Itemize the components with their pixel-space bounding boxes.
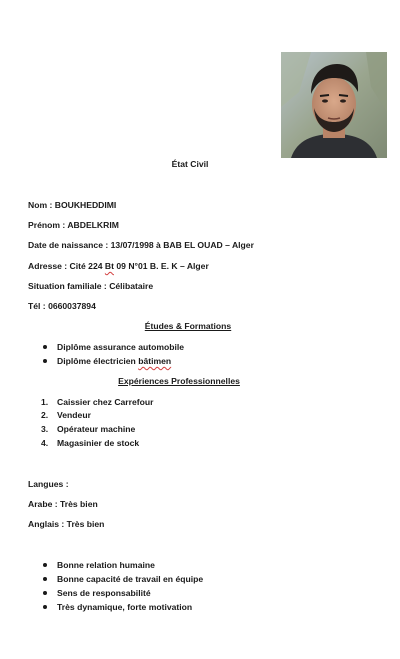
langue-arabe: Arabe : Très bien [28, 499, 98, 509]
section-title-etat-civil: État Civil [171, 159, 209, 169]
etudes-item-1: Diplôme assurance automobile [57, 342, 185, 352]
bullet-icon [43, 605, 47, 609]
prenom-label: Prénom : [28, 220, 68, 230]
qualite-item-3: Sens de responsabilité [57, 588, 151, 598]
experience-num-3: 3. [41, 424, 49, 434]
tel-value: 0660037894 [48, 301, 96, 311]
experience-item-3: Opérateur machine [57, 424, 136, 434]
experience-item-4: Magasinier de stock [57, 438, 140, 448]
experience-item-2: Vendeur [57, 410, 91, 420]
etudes-item-2-word: bâtimen [138, 356, 172, 366]
nom-value: BOUKHEDDIMI [54, 200, 117, 210]
adresse-bt: Bt [104, 261, 114, 271]
bullet-icon [43, 359, 47, 363]
qualite-item-2: Bonne capacité de travail en équipe [57, 574, 204, 584]
naissance-label: Date de naissance : [28, 240, 111, 250]
bullet-icon [43, 345, 47, 349]
bullet-icon [43, 577, 47, 581]
langues-title: Langues : [28, 479, 69, 489]
prenom-line [28, 221, 119, 230]
experience-num-1: 1. [41, 397, 49, 407]
etudes-item-2 [57, 357, 171, 366]
section-title-etudes: Études & Formations [144, 321, 232, 331]
profile-photo [281, 52, 387, 158]
bullet-icon [43, 563, 47, 567]
adresse-prefix: Adresse : Cité 224 [28, 261, 105, 271]
situation-label: Situation familiale : [28, 281, 110, 291]
etudes-item-2-prefix: Diplôme électricien [57, 356, 139, 366]
bullet-icon [43, 591, 47, 595]
adresse-suffix: 09 N°01 B. E. K – Alger [113, 261, 209, 271]
situation-line [28, 282, 153, 291]
section-title-experiences: Expériences Professionnelles [118, 376, 240, 386]
experience-num-4: 4. [41, 438, 49, 448]
portrait-illustration [281, 52, 387, 158]
qualite-item-1: Bonne relation humaine [57, 560, 155, 570]
qualite-item-4: Très dynamique, forte motivation [57, 602, 193, 612]
tel-label: Tél : [28, 301, 49, 311]
naissance-line [28, 241, 254, 250]
langue-anglais: Anglais : Très bien [28, 519, 105, 529]
naissance-value: 13/07/1998 à BAB EL OUAD – Alger [110, 240, 254, 250]
situation-value: Célibataire [109, 281, 154, 291]
nom-label: Nom : [28, 200, 55, 210]
experience-item-1: Caissier chez Carrefour [57, 397, 154, 407]
nom-line [28, 201, 116, 210]
tel-line [28, 302, 96, 311]
prenom-value: ABDELKRIM [67, 220, 119, 230]
experience-num-2: 2. [41, 410, 49, 420]
adresse-line [28, 262, 209, 271]
